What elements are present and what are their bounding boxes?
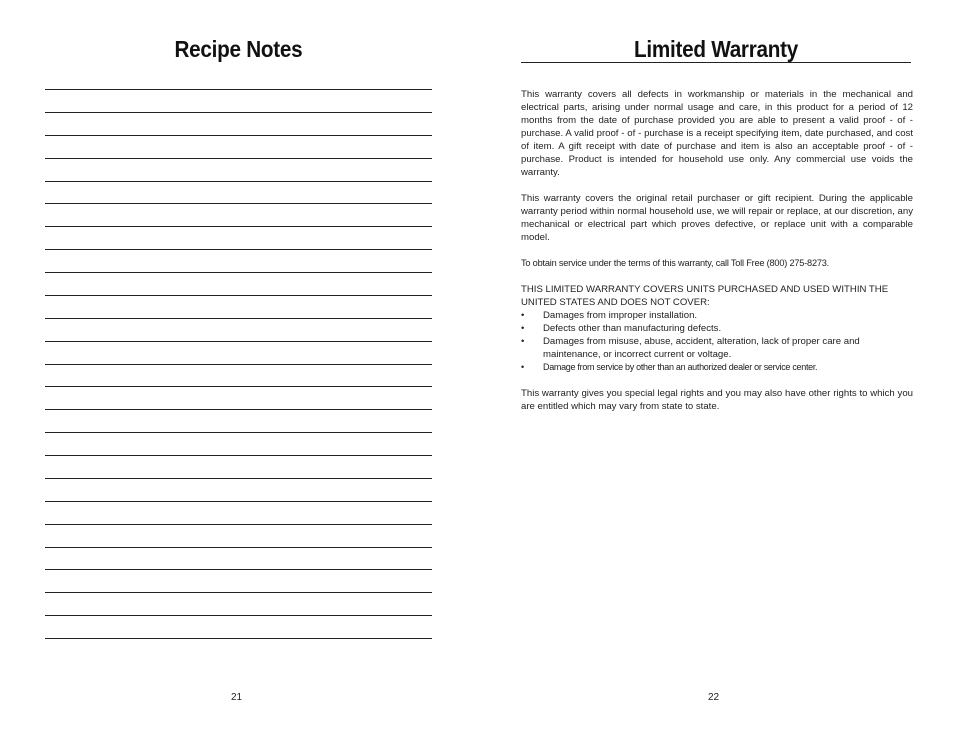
note-line xyxy=(45,432,432,433)
note-line xyxy=(45,386,432,387)
note-line xyxy=(45,501,432,502)
note-line xyxy=(45,158,432,159)
exclusion-text: Damage from service by other than an authorized dealer or service center. xyxy=(543,362,818,372)
limitations-heading: THIS LIMITED WARRANTY COVERS UNITS PURCHASED AND USED WITHIN THE UNITED STATES AND DOES NOT COVER: xyxy=(521,284,889,308)
note-line xyxy=(45,364,432,365)
recipe-notes-title: Recipe Notes xyxy=(174,36,303,62)
service-paragraph: To obtain service under the terms of this warranty, call Toll Free (800) 275-8273. xyxy=(521,258,830,268)
page-number: 22 xyxy=(708,692,720,703)
warranty-body xyxy=(521,88,913,426)
note-line xyxy=(45,89,432,90)
note-line xyxy=(45,181,432,182)
note-line xyxy=(45,226,432,227)
note-line xyxy=(45,295,432,296)
note-line xyxy=(45,318,432,319)
note-line xyxy=(45,638,432,639)
note-line xyxy=(45,249,432,250)
note-line xyxy=(45,615,432,616)
note-line xyxy=(45,203,432,204)
exclusions-list xyxy=(521,309,913,374)
note-line xyxy=(45,409,432,410)
exclusion-item xyxy=(521,322,913,335)
exclusion-item xyxy=(521,361,913,374)
bullet-icon: • xyxy=(521,310,525,321)
note-line xyxy=(45,341,432,342)
bullet-icon: • xyxy=(521,323,525,334)
exclusion-item xyxy=(521,309,913,322)
note-line xyxy=(45,112,432,113)
bullet-icon: • xyxy=(521,362,524,372)
note-line xyxy=(45,569,432,570)
exclusion-item xyxy=(521,335,913,361)
exclusion-text: Defects other than manufacturing defects. xyxy=(543,323,722,334)
note-line xyxy=(45,592,432,593)
legal-rights-paragraph: This warranty gives you special legal rights and you may also have other rights to which you are entitled which may vary from state to state. xyxy=(521,388,913,412)
note-line xyxy=(45,272,432,273)
note-line xyxy=(45,524,432,525)
coverage-paragraph: This warranty covers all defects in workmanship or materials in the mechanical and electrical parts, arising under normal usage and care, in this product for a period of 12 months from the date of purchase provided you are able to present a valid proof - of - purchase. A valid proof - of - purchase is a receipt specifying item, date purchased, and cost of item. A gift receipt with date of purchase and item is also an acceptable proof - of - purchase. Product is intended for household use only. Any commercial use voids the warranty. xyxy=(521,89,913,178)
note-line xyxy=(45,135,432,136)
note-line xyxy=(45,478,432,479)
bullet-icon: • xyxy=(521,336,525,347)
note-line xyxy=(45,455,432,456)
note-line xyxy=(45,547,432,548)
page-number: 21 xyxy=(231,692,243,703)
limited-warranty-title: Limited Warranty xyxy=(634,36,798,62)
exclusion-text: Damages from misuse, abuse, accident, alteration, lack of proper care and maintenance, or incorrect current or voltage. xyxy=(543,336,860,360)
title-underline xyxy=(521,62,911,63)
purchaser-paragraph: This warranty covers the original retail purchaser or gift recipient. During the applicable warranty period within normal household use, we will repair or replace, at our discretion, any mechanical or electrical part which proves defective, or replace unit with a comparable model. xyxy=(521,193,913,243)
right-page xyxy=(477,0,954,738)
note-lines xyxy=(45,89,432,661)
exclusion-text: Damages from improper installation. xyxy=(543,310,698,321)
